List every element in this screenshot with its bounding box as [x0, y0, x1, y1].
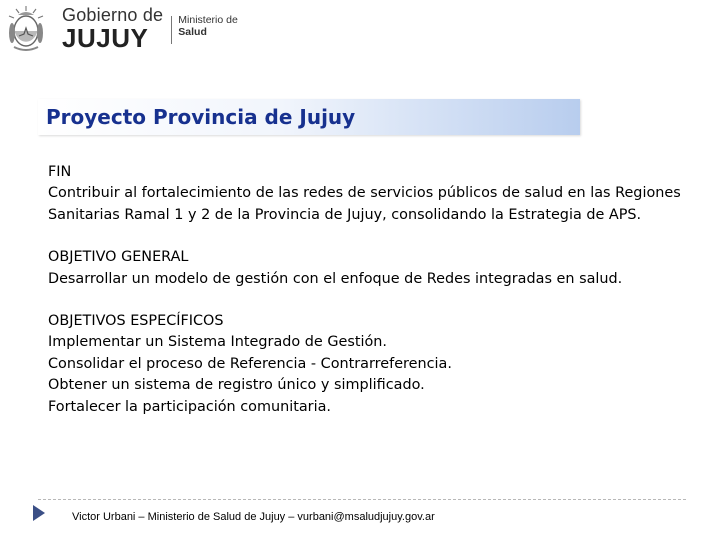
salud-label: Salud [178, 26, 207, 38]
gobierno-de-jujuy-wordmark [62, 5, 163, 51]
objetivo-especifico-item: Implementar un Sistema Integrado de Gestión. [48, 334, 387, 351]
ministerio-de-label: Ministerio de [178, 14, 238, 26]
logo-divider [171, 16, 172, 44]
gobierno-de-label: Gobierno de [62, 5, 164, 25]
ministerio-de-salud-wordmark [178, 14, 238, 38]
fin-line: Contribuir al fortalecimiento de las redes de servicios públicos de salud en las Regiones [48, 185, 681, 202]
header-logo [4, 2, 238, 54]
section-heading-objetivo-general: OBJETIVO GENERAL [48, 249, 189, 266]
objetivo-especifico-item: Obtener un sistema de registro único y simplificado. [48, 377, 425, 394]
provincial-coat-of-arms-icon [4, 3, 48, 53]
footer-divider [38, 499, 686, 500]
page-title: Proyecto Provincia de Jujuy [46, 105, 356, 129]
fin-line: Sanitarias Ramal 1 y 2 de la Provincia de Jujuy, consolidando la Estrategia de APS. [48, 206, 642, 223]
section-heading-fin: FIN [48, 164, 72, 180]
jujuy-label: JUJUY [62, 23, 149, 53]
main-content [48, 162, 708, 418]
objetivo-especifico-item: Fortalecer la participación comunitaria. [48, 398, 331, 415]
triangle-bullet-icon [32, 504, 46, 522]
objetivo-especifico-item: Consolidar el proceso de Referencia - Contrarreferencia. [48, 355, 452, 372]
footer-credit: Victor Urbani – Ministerio de Salud de Jujuy – vurbani@msaludjujuy.gov.ar [72, 511, 435, 523]
spacer [48, 226, 708, 247]
title-banner [38, 99, 580, 135]
spacer [48, 290, 708, 311]
objetivo-general-line: Desarrollar un modelo de gestión con el enfoque de Redes integradas en salud. [48, 270, 623, 287]
section-heading-objetivos-especificos: OBJETIVOS ESPECÍFICOS [48, 313, 224, 330]
